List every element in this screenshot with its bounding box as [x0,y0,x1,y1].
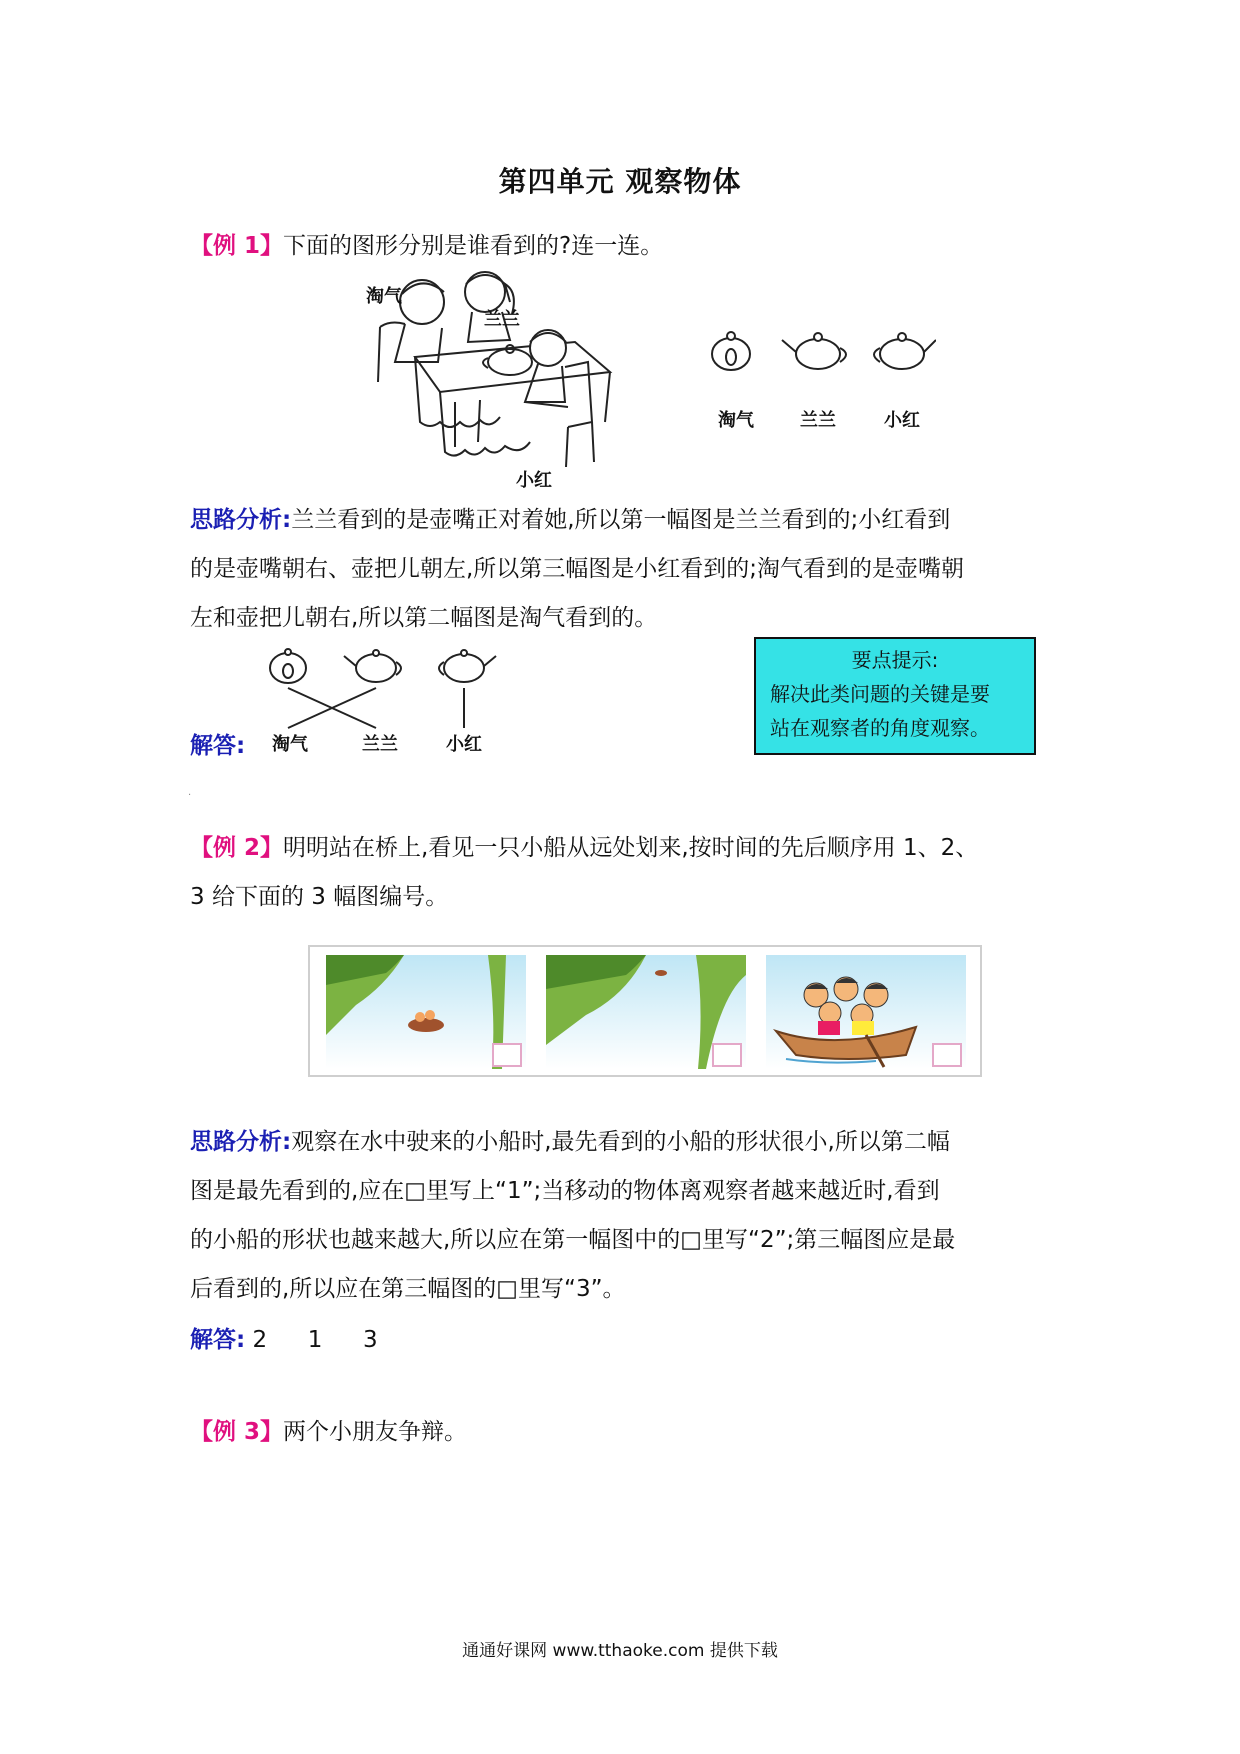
example2-question-line2: 3 给下面的 3 幅图编号。 [190,884,449,910]
example2-analysis-line2: 图是最先看到的,应在□里写上“1”;当移动的物体离观察者越来越近时,看到 [190,1178,940,1204]
table-scene-illustration [360,262,660,492]
page-title: 第四单元 观察物体 [498,165,742,198]
boat-image-strip [308,945,982,1077]
example2-answer-1: 2 [252,1327,268,1353]
tip-line1: 解决此类问题的关键是要 [770,682,990,706]
example1-analysis-label: 思路分析: [190,507,292,533]
example3-question-text: 两个小朋友争辩。 [283,1419,468,1445]
scene-label-lanlan: 兰兰 [484,309,520,330]
example2-answer-2: 1 [307,1327,323,1353]
example2-answer-label: 解答: [190,1327,246,1353]
example3-question [190,1408,467,1457]
example2-analysis-line1: 观察在水中驶来的小船时,最先看到的小船的形状很小,所以第二幅 [291,1129,950,1155]
example2-analysis [190,1118,1070,1314]
teapot-label-3: 小红 [884,410,920,431]
example2-question-line1: 明明站在桥上,看见一只小船从远处划来,按时间的先后顺序用 1、2、 [283,835,979,861]
example2-analysis-line3: 的小船的形状也越来越大,所以应在第一幅图中的□里写“2”;第三幅图应是最 [190,1227,956,1253]
answer-matching-diagram [264,648,504,730]
answer-name-1: 淘气 [272,734,308,755]
example1-analysis [190,496,1070,643]
example2-question [190,824,1070,922]
example2-analysis-line4: 后看到的,所以应在第三幅图的□里写“3”。 [190,1276,626,1302]
example2-answer-3: 3 [363,1327,378,1353]
example1-question-text: 下面的图形分别是谁看到的?连一连。 [283,233,664,259]
answer-name-3: 小红 [446,734,482,755]
example1-analysis-line3: 左和壶把儿朝右,所以第二幅图是淘气看到的。 [190,605,658,631]
teapot-label-1: 淘气 [718,410,754,431]
page-footer: 通通好课网 www.tthaoke.com 提供下载 [462,1641,778,1661]
example1-tag: 【例 1】 [190,233,284,259]
tip-box [754,637,1036,755]
answer-name-2: 兰兰 [362,734,398,755]
example2-analysis-label: 思路分析: [190,1129,292,1155]
answer-box-2[interactable] [712,1043,742,1067]
teapot-label-2: 兰兰 [800,410,836,431]
stray-mark: · [188,790,192,801]
example1-analysis-line2: 的是壶嘴朝右、壶把儿朝左,所以第三幅图是小红看到的;淘气看到的是壶嘴朝 [190,556,965,582]
example1-answer-label: 解答: [190,733,246,759]
example1-analysis-line1: 兰兰看到的是壶嘴正对着她,所以第一幅图是兰兰看到的;小红看到 [291,507,951,533]
boat-panel-3 [766,955,966,1069]
tip-line2: 站在观察者的角度观察。 [770,716,990,740]
answer-box-3[interactable] [932,1043,962,1067]
example2-answer [190,1316,378,1365]
answer-box-1[interactable] [492,1043,522,1067]
teapot-views [706,326,936,376]
example3-tag: 【例 3】 [190,1419,284,1445]
scene-label-taoqi: 淘气 [366,286,402,307]
scene-label-xiaohong: 小红 [516,470,552,491]
example2-tag: 【例 2】 [190,835,284,861]
boat-panel-1 [326,955,526,1069]
tip-title: 要点提示: [851,648,939,672]
boat-panel-2 [546,955,746,1069]
